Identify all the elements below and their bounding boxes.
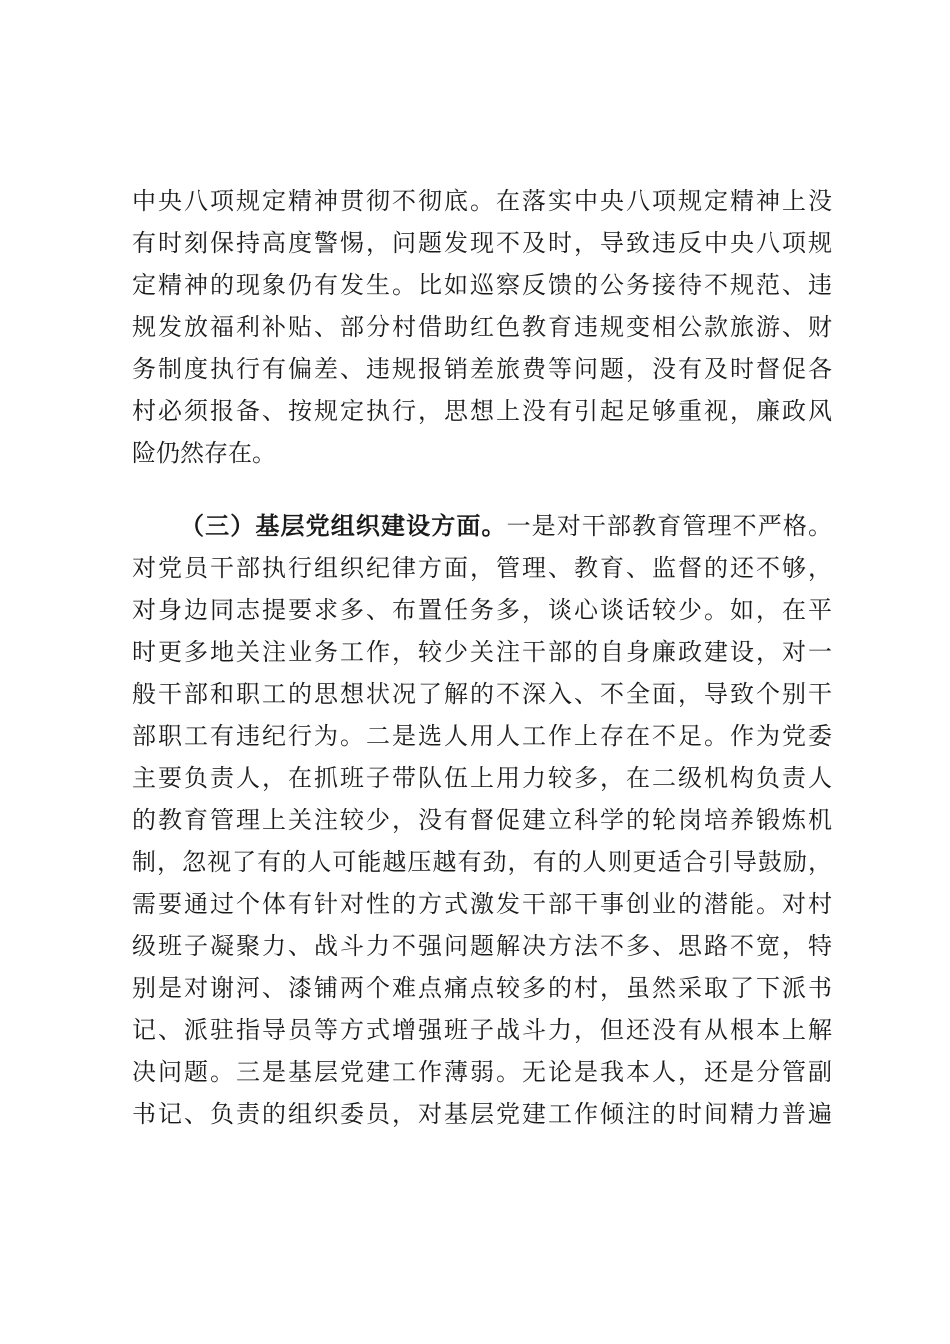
text-line: 别是对谢河、漆铺两个难点痛点较多的村，虽然采取了下派书 bbox=[132, 974, 832, 1002]
text-line: 务制度执行有偏差、违规报销差旅费等问题，没有及时督促各 bbox=[132, 355, 832, 383]
text-line: 决问题。三是基层党建工作薄弱。无论是我本人，还是分管副 bbox=[132, 1058, 832, 1086]
paragraph-discipline bbox=[132, 180, 832, 474]
text-line: 有时刻保持高度警惕，问题发现不及时，导致违反中央八项规 bbox=[132, 229, 832, 257]
text-line: 定精神的现象仍有发生。比如巡察反馈的公务接待不规范、违 bbox=[132, 271, 832, 299]
paragraph-party-organization bbox=[132, 505, 832, 1135]
text-line: 对党员干部执行组织纪律方面，管理、教育、监督的还不够， bbox=[132, 554, 832, 582]
text-line: 书记、负责的组织委员，对基层党建工作倾注的时间精力普遍 bbox=[132, 1100, 832, 1128]
text-line: 级班子凝聚力、战斗力不强问题解决方法不多、思路不宽，特 bbox=[132, 932, 832, 960]
text-line: 制，忽视了有的人可能越压越有劲，有的人则更适合引导鼓励， bbox=[132, 848, 832, 876]
text-line: 对身边同志提要求多、布置任务多，谈心谈话较少。如，在平 bbox=[132, 596, 832, 624]
text-line: 的教育管理上关注较少，没有督促建立科学的轮岗培养锻炼机 bbox=[132, 806, 832, 834]
text-line: 险仍然存在。 bbox=[132, 439, 276, 467]
text-line: 主要负责人，在抓班子带队伍上用力较多，在二级机构负责人 bbox=[132, 764, 832, 792]
text-line: 村必须报备、按规定执行，思想上没有引起足够重视，廉政风 bbox=[132, 397, 832, 425]
section-heading: （三）基层党组织建设方面。 bbox=[180, 511, 507, 540]
text-line: 部职工有违纪行为。二是选人用人工作上存在不足。作为党委 bbox=[132, 722, 832, 750]
text-line: 规发放福利补贴、部分村借助红色教育违规变相公款旅游、财 bbox=[132, 313, 832, 341]
heading-continuation: 一是对干部教育管理不严格。 bbox=[506, 512, 833, 540]
text-line: 需要通过个体有针对性的方式激发干部干事创业的潜能。对村 bbox=[132, 890, 832, 918]
text-line: 时更多地关注业务工作，较少关注干部的自身廉政建设，对一 bbox=[132, 638, 832, 666]
text-line: 般干部和职工的思想状况了解的不深入、不全面，导致个别干 bbox=[132, 680, 832, 708]
text-line-first bbox=[132, 505, 832, 547]
text-line: 中央八项规定精神贯彻不彻底。在落实中央八项规定精神上没 bbox=[132, 187, 832, 215]
text-line: 记、派驻指导员等方式增强班子战斗力，但还没有从根本上解 bbox=[132, 1016, 832, 1044]
